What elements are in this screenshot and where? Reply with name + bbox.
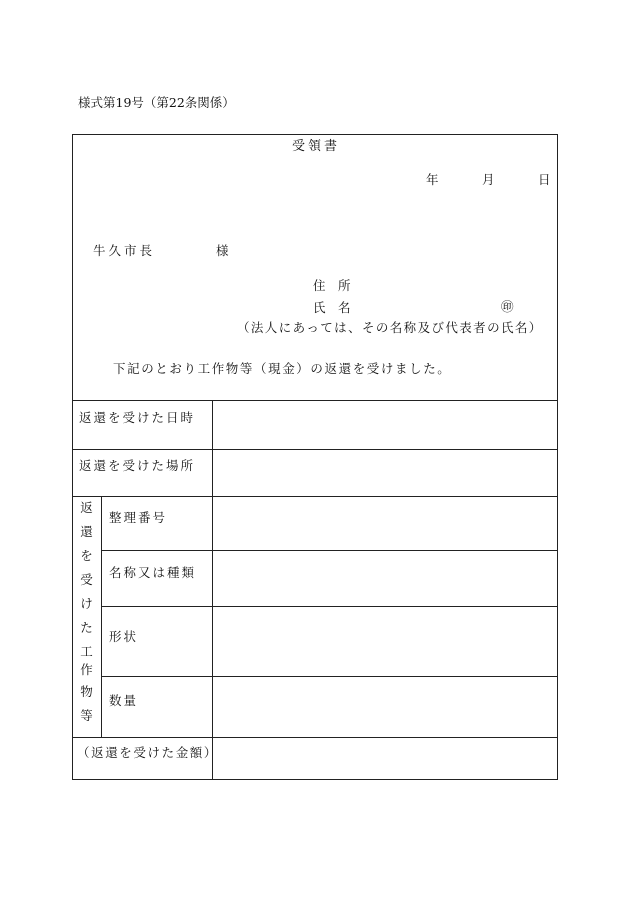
seal-mark: ㊞ <box>501 299 514 314</box>
returned-items-group-label <box>72 500 101 737</box>
address-label: 住 所 <box>313 278 351 293</box>
honorific: 様 <box>216 243 229 258</box>
group-char: 返 <box>80 500 93 515</box>
group-char: 作 <box>80 662 93 677</box>
row-divider <box>101 676 558 677</box>
statement-text: 下記のとおり工作物等（現金）の返還を受けました。 <box>113 361 452 376</box>
corporation-note: （法人にあっては、その名称及び代表者の氏名） <box>237 320 543 335</box>
row-divider <box>101 550 558 551</box>
group-char: 物 <box>80 684 93 699</box>
form-reference: 様式第19号（第22条関係） <box>78 95 235 110</box>
addressee: 牛久市長 <box>93 243 156 258</box>
row-divider <box>72 400 558 401</box>
row-divider <box>72 737 558 738</box>
group-char: け <box>80 596 93 611</box>
date-month-label: 月 <box>482 172 495 187</box>
group-char: た <box>80 620 93 635</box>
item-shape-label: 形状 <box>109 629 139 644</box>
column-divider <box>212 400 213 779</box>
row-divider <box>101 606 558 607</box>
returned-amount-label: （返還を受けた金額） <box>77 745 219 760</box>
form-title: 受領書 <box>292 139 341 154</box>
row-divider <box>72 496 558 497</box>
name-label: 氏 名 <box>313 300 351 315</box>
group-char: を <box>80 548 93 563</box>
group-char: 工 <box>80 644 93 659</box>
row-divider <box>72 449 558 450</box>
item-name-type-label: 名称又は種類 <box>109 565 197 580</box>
date-year-label: 年 <box>426 172 439 187</box>
group-char: 等 <box>80 708 93 723</box>
item-number-label: 整理番号 <box>109 510 168 525</box>
item-quantity-label: 数量 <box>109 693 139 708</box>
column-divider <box>101 496 102 737</box>
receipt-form-frame <box>72 134 558 780</box>
date-day-label: 日 <box>538 172 551 187</box>
group-char: 受 <box>80 572 93 587</box>
returned-datetime-label: 返還を受けた日時 <box>79 410 196 425</box>
group-char: 還 <box>80 524 93 539</box>
returned-place-label: 返還を受けた場所 <box>79 458 196 473</box>
